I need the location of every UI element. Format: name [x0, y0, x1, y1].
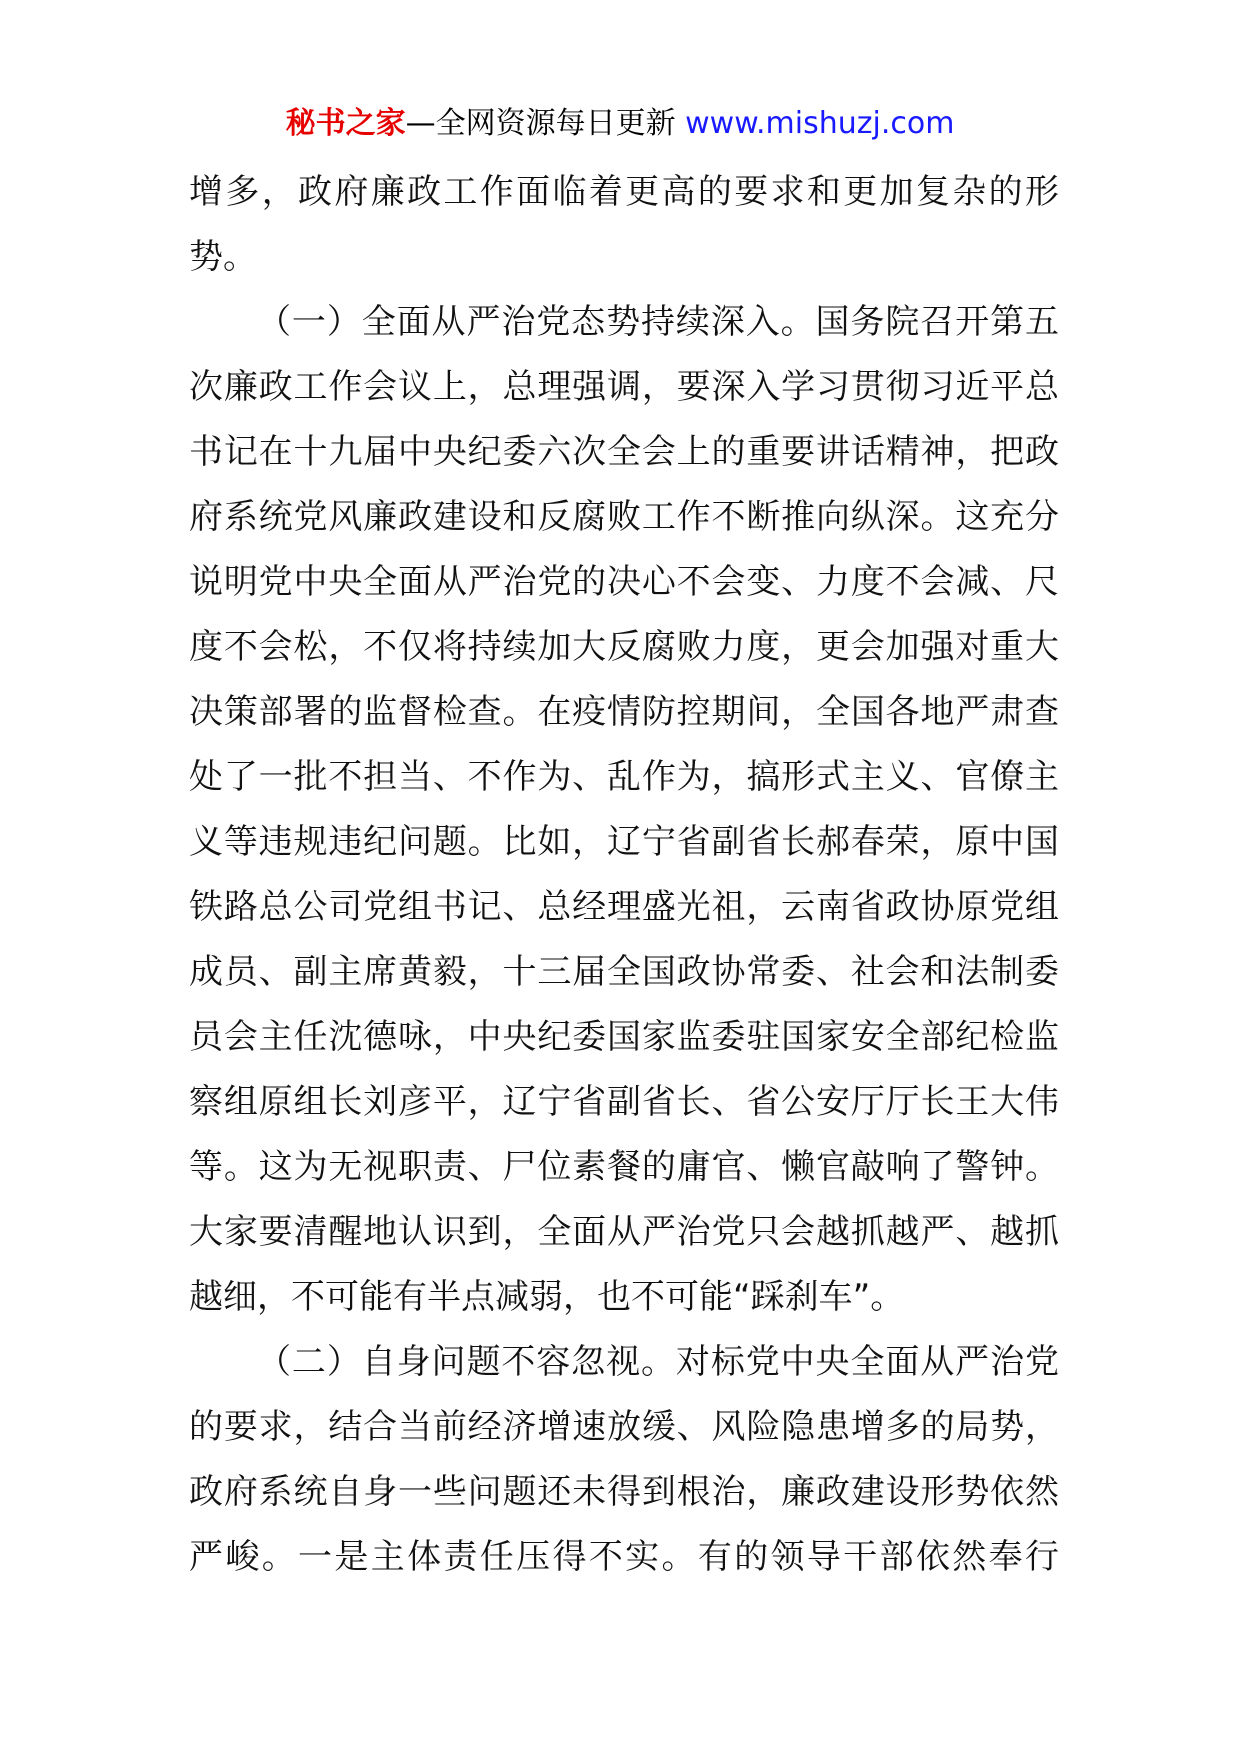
- brand-name: 秘书之家: [285, 106, 406, 141]
- page-header: [0, 104, 1240, 144]
- text-line: 说明党中央全面从严治党的决心不会变、力度不会减、尺: [189, 562, 1059, 602]
- text-line: 府系统党风廉政建设和反腐败工作不断推向纵深。这充分: [189, 497, 1059, 537]
- text-line: 员会主任沈德咏，中央纪委国家监委驻国家安全部纪检监: [189, 1017, 1059, 1057]
- text-line: 度不会松，不仅将持续加大反腐败力度，更会加强对重大: [189, 627, 1059, 667]
- paragraph-start-line: （一）全面从严治党态势持续深入。国务院召开第五: [257, 302, 1059, 342]
- text-line: 决策部署的监督检查。在疫情防控期间，全国各地严肃查: [189, 692, 1059, 732]
- site-url-link[interactable]: www.mishuzj.com: [685, 106, 955, 141]
- text-line: 处了一批不担当、不作为、乱作为，搞形式主义、官僚主: [189, 757, 1059, 797]
- text-line: 大家要清醒地认识到，全面从严治党只会越抓越严、越抓: [189, 1212, 1059, 1252]
- paragraph-start-line: （二）自身问题不容忽视。对标党中央全面从严治党: [257, 1342, 1059, 1382]
- text-line: 势。: [189, 237, 257, 277]
- text-line: 铁路总公司党组书记、总经理盛光祖，云南省政协原党组: [189, 887, 1059, 927]
- text-line: 严峻。一是主体责任压得不实。有的领导干部依然奉行: [189, 1537, 1059, 1577]
- header-tagline: —全网资源每日更新: [405, 106, 676, 141]
- text-line: 等。这为无视职责、尸位素餐的庸官、懒官敲响了警钟。: [189, 1147, 1059, 1187]
- text-line: 书记在十九届中央纪委六次全会上的重要讲话精神，把政: [189, 432, 1059, 472]
- text-line: 越细，不可能有半点减弱，也不可能“踩刹车”。: [189, 1277, 905, 1317]
- text-line: 增多，政府廉政工作面临着更高的要求和更加复杂的形: [189, 172, 1059, 212]
- text-line: 义等违规违纪问题。比如，辽宁省副省长郝春荣，原中国: [189, 822, 1059, 862]
- text-line: 次廉政工作会议上，总理强调，要深入学习贯彻习近平总: [189, 367, 1059, 407]
- text-line: 成员、副主席黄毅，十三届全国政协常委、社会和法制委: [189, 952, 1059, 992]
- text-line: 察组原组长刘彦平，辽宁省副省长、省公安厅厅长王大伟: [189, 1082, 1059, 1122]
- document-body: [189, 160, 1059, 1590]
- text-line: 政府系统自身一些问题还未得到根治，廉政建设形势依然: [189, 1472, 1059, 1512]
- text-line: 的要求，结合当前经济增速放缓、风险隐患增多的局势，: [189, 1407, 1059, 1447]
